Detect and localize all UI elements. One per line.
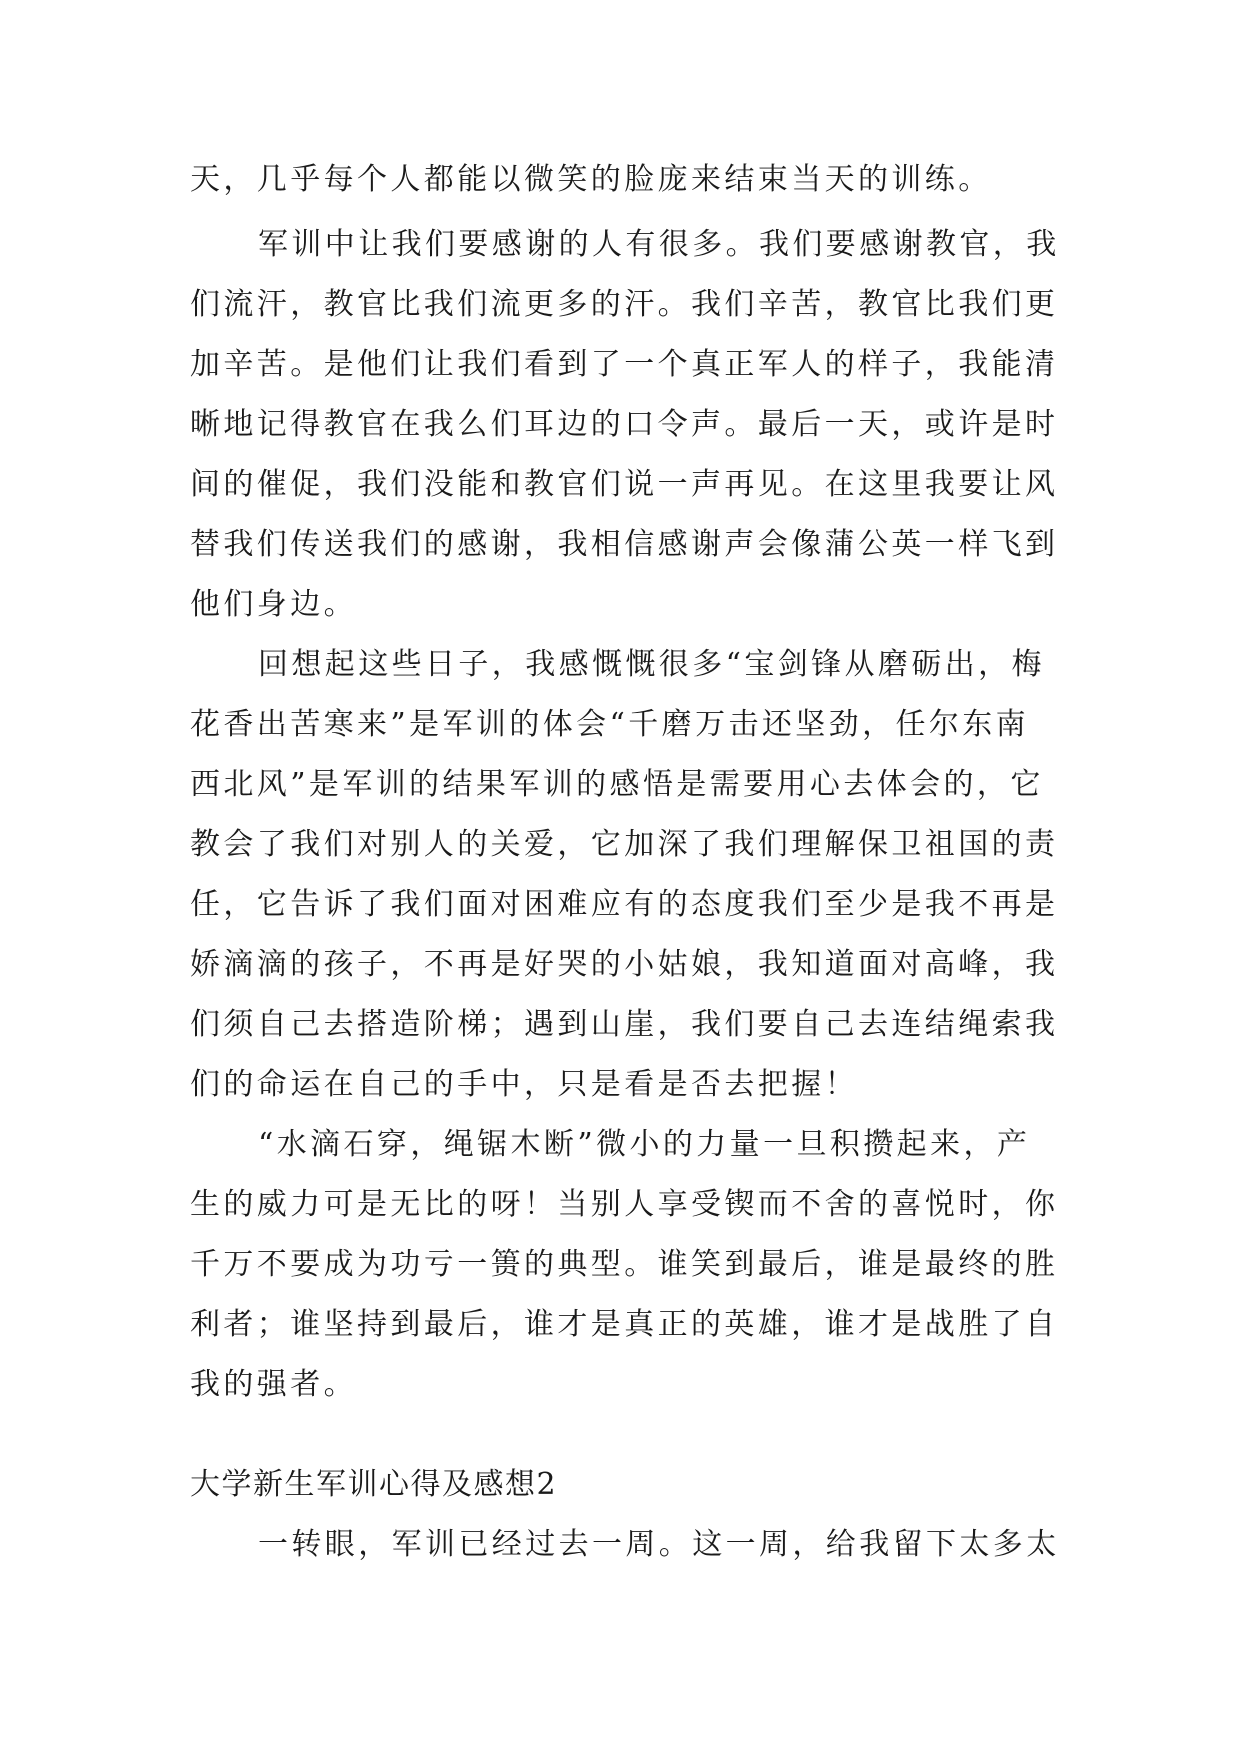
paragraph-line: 我的强者。 bbox=[190, 1367, 357, 1402]
paragraph-line: 们的命运在自己的手中，只是看是否去把握！ bbox=[190, 1067, 858, 1102]
paragraph-line: 任，它告诉了我们面对困难应有的态度我们至少是我不再是 bbox=[190, 887, 1059, 922]
paragraph-line: 西北风”是军训的结果军训的感悟是需要用心去体会的，它 bbox=[190, 767, 1044, 802]
paragraph-line: 花香出苦寒来”是军训的体会“千磨万击还坚劲，任尔东南 bbox=[190, 707, 1030, 742]
paragraph-line: 天，几乎每个人都能以微笑的脸庞来结束当天的训练。 bbox=[190, 162, 992, 197]
paragraph-line: 军训中让我们要感谢的人有很多。我们要感谢教官，我 bbox=[258, 227, 1060, 262]
paragraph-line: 娇滴滴的孩子，不再是好哭的小姑娘，我知道面对高峰，我 bbox=[190, 947, 1059, 982]
paragraph-line: 间的催促，我们没能和教官们说一声再见。在这里我要让风 bbox=[190, 467, 1059, 502]
paragraph-line: 生的威力可是无比的呀！当别人享受锲而不舍的喜悦时，你 bbox=[190, 1187, 1059, 1222]
paragraph-line: 利者；谁坚持到最后，谁才是真正的英雄，谁才是战胜了自 bbox=[190, 1307, 1059, 1342]
paragraph-line: 晰地记得教官在我么们耳边的口令声。最后一天，或许是时 bbox=[190, 407, 1059, 442]
paragraph-line: 一转眼，军训已经过去一周。这一周，给我留下太多太 bbox=[258, 1527, 1060, 1562]
paragraph-line: 他们身边。 bbox=[190, 587, 357, 622]
paragraph-line: 们流汗，教官比我们流更多的汗。我们辛苦，教官比我们更 bbox=[190, 287, 1059, 322]
paragraph-line: 回想起这些日子，我感慨慨很多“宝剑锋从磨砺出，梅 bbox=[258, 647, 1045, 682]
paragraph-line: 替我们传送我们的感谢，我相信感谢声会像蒲公英一样飞到 bbox=[190, 527, 1059, 562]
section-heading: 大学新生军训心得及感想2 bbox=[190, 1467, 558, 1502]
paragraph-line: 们须自己去搭造阶梯；遇到山崖，我们要自己去连结绳索我 bbox=[190, 1007, 1059, 1042]
paragraph-line: 教会了我们对别人的关爱，它加深了我们理解保卫祖国的责 bbox=[190, 827, 1059, 862]
paragraph-line: “水滴石穿，绳锯木断”微小的力量一旦积攒起来，产 bbox=[258, 1127, 1031, 1162]
paragraph-line: 千万不要成为功亏一篑的典型。谁笑到最后，谁是最终的胜 bbox=[190, 1247, 1059, 1282]
paragraph-line: 加辛苦。是他们让我们看到了一个真正军人的样子，我能清 bbox=[190, 347, 1059, 382]
